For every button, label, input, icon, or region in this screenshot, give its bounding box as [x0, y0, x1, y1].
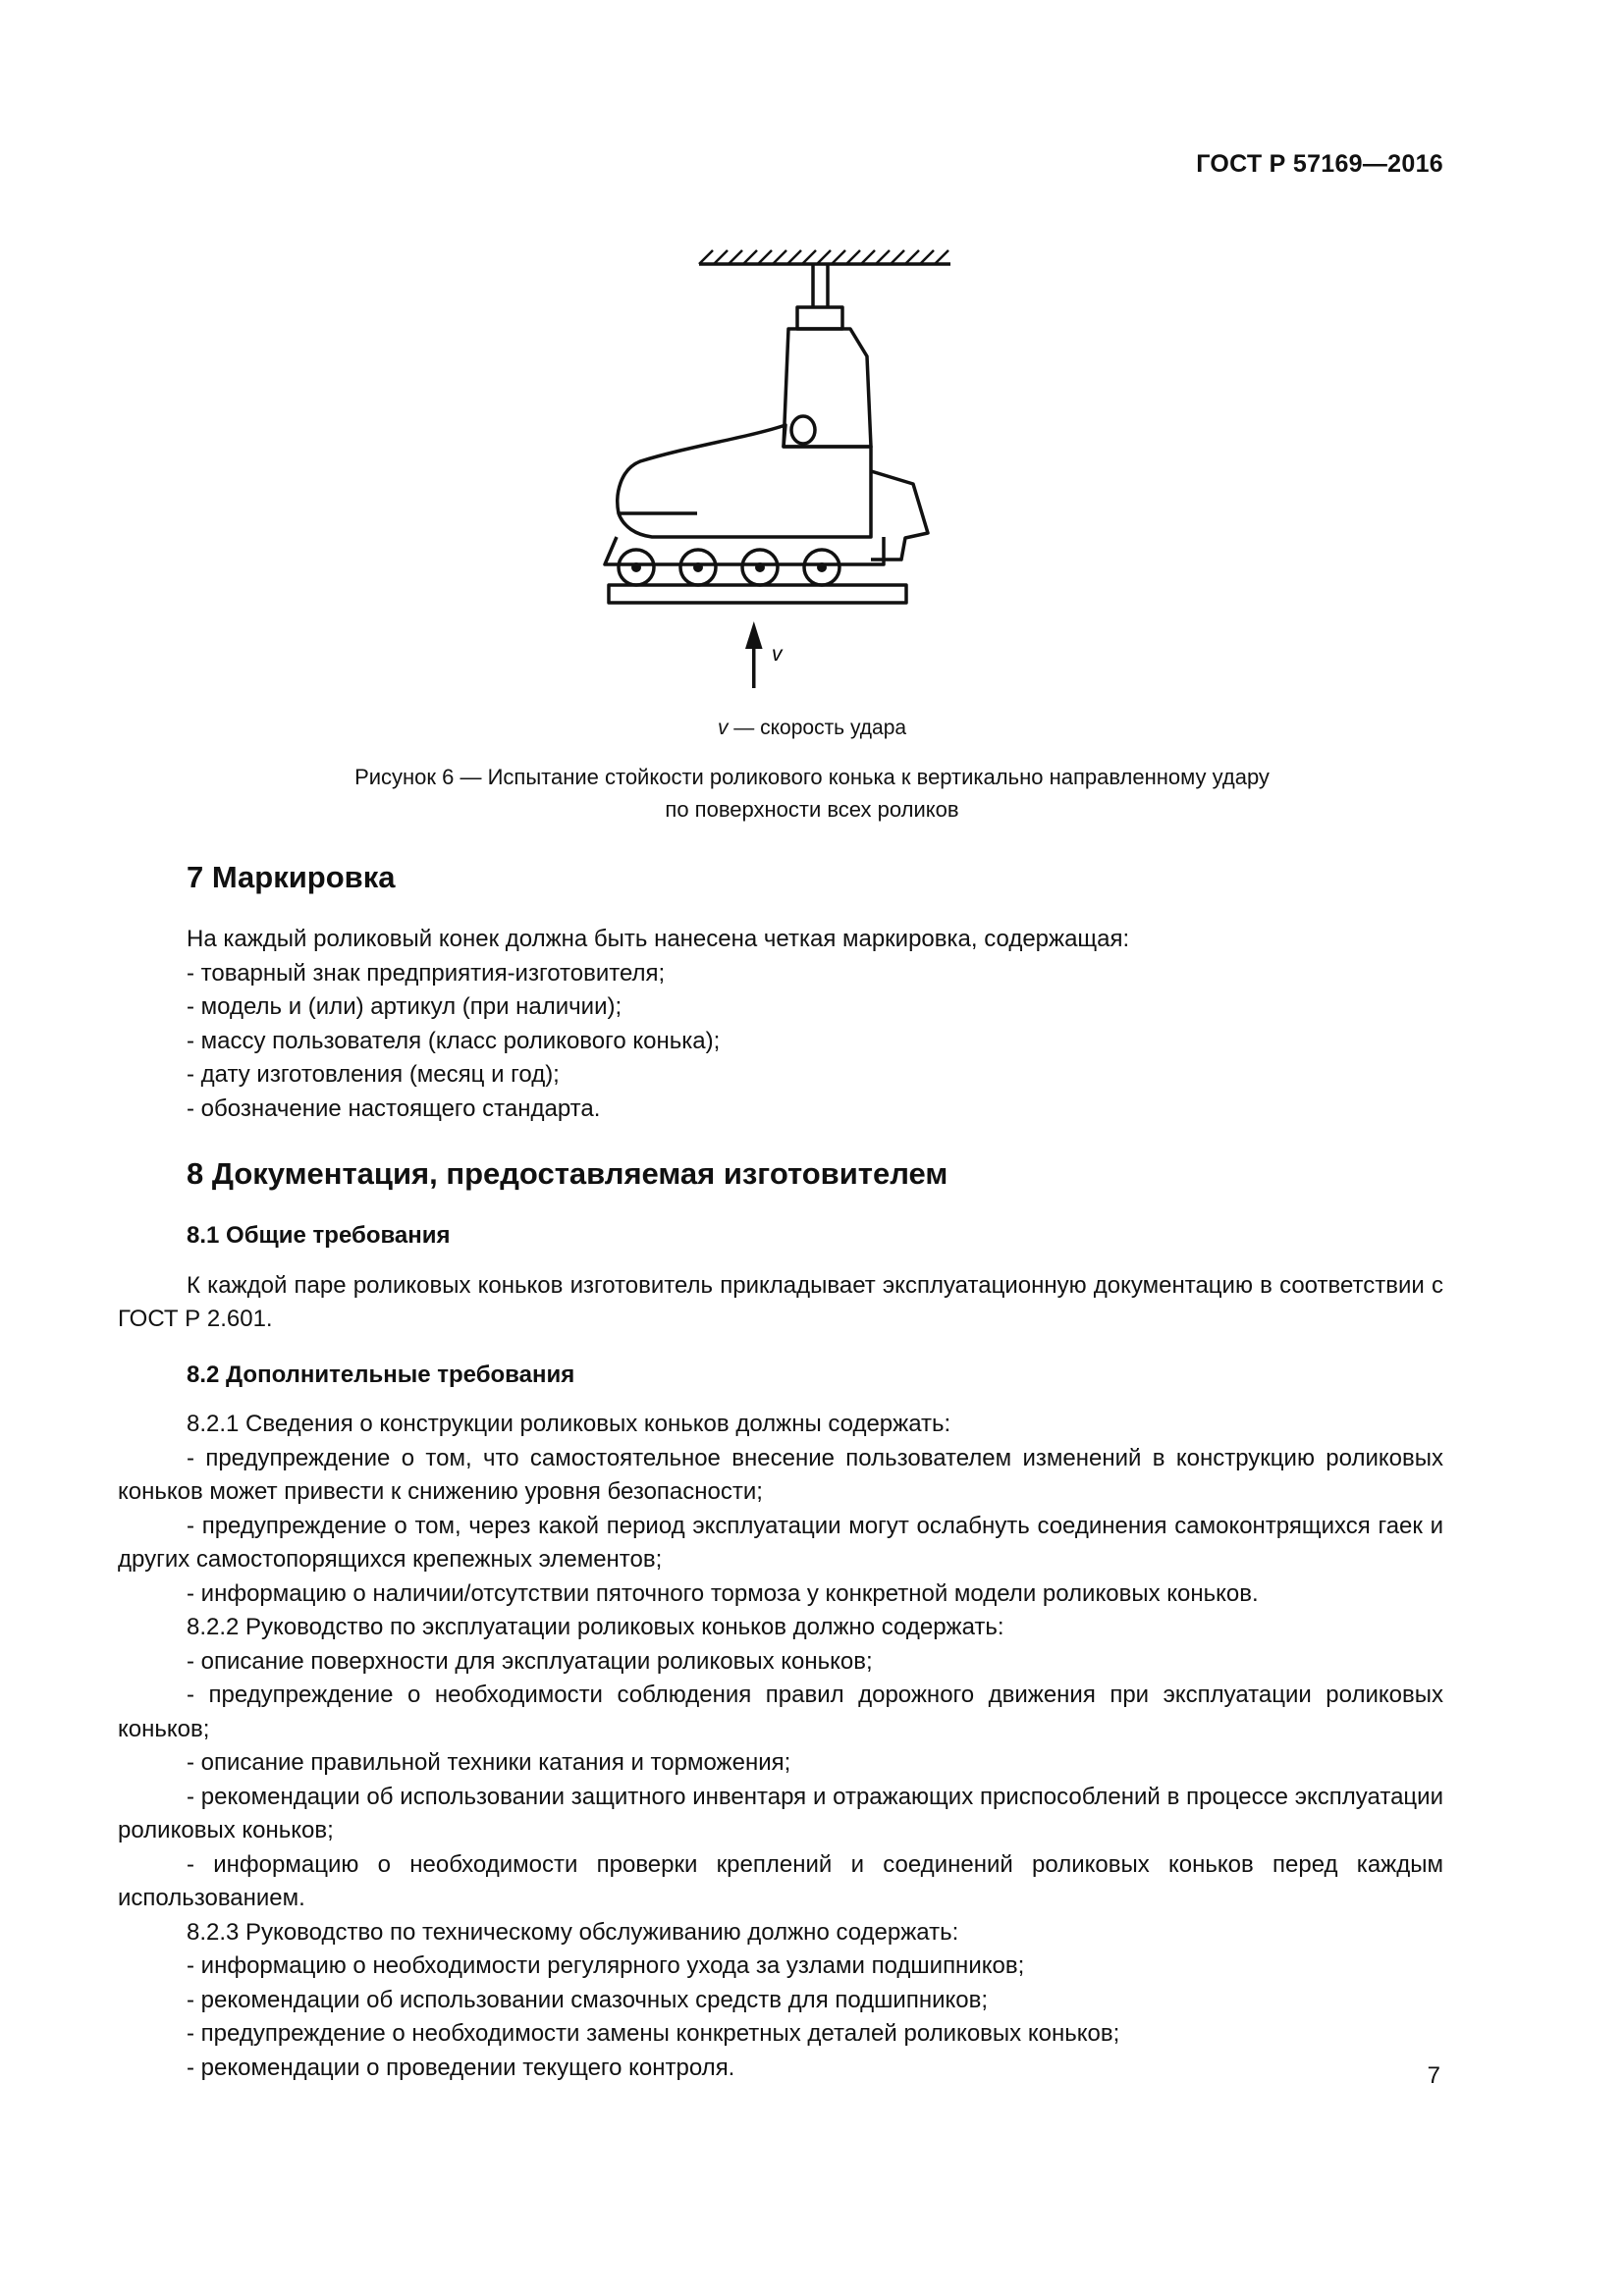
list-item: - обозначение настоящего стандарта. [187, 1095, 601, 1122]
list-item: - описание правильной техники катания и торможения; [187, 1749, 791, 1776]
velocity-label: v [772, 643, 783, 666]
legend-symbol: v [717, 717, 729, 739]
subsection-8-1-title: 8.1 Общие требования [187, 1222, 451, 1249]
list-item: - предупреждение о том, что самостоятельное внесение пользователем изменений в конструкцию роликовых коньков может привести к снижению уровня безопасности; [118, 1444, 1443, 1505]
list-item: - массу пользователя (класс роликового конька); [187, 1027, 721, 1054]
wheel-hub-3 [755, 562, 765, 572]
heel-brake [871, 471, 928, 560]
list-item: - предупреждение о необходимости соблюдения правил дорожного движения при эксплуатации роликовых коньков; [118, 1682, 1443, 1742]
list-item: - рекомендации об использовании смазочных средств для подшипников; [187, 1986, 989, 2013]
section-7-intro: На каждый роликовый конек должна быть нанесена четкая маркировка, содержащая: [187, 926, 1130, 952]
skate-cuff [784, 329, 871, 447]
wheel-hub-1 [631, 562, 641, 572]
list-item: - дату изготовления (месяц и год); [187, 1061, 560, 1088]
ankle-pivot [791, 416, 815, 444]
document-body [118, 859, 1443, 2085]
paragraph-8-2-2: 8.2.2 Руководство по эксплуатации роликовых коньков должно содержать: [187, 1614, 1004, 1640]
list-item: - описание поверхности для эксплуатации роликовых коньков; [187, 1647, 873, 1675]
subsection-8-2-title: 8.2 Дополнительные требования [187, 1361, 575, 1388]
wheel-hub-2 [693, 562, 703, 572]
ceiling-hatching [699, 250, 948, 264]
velocity-arrow-head [745, 621, 763, 649]
figure-caption [0, 761, 1624, 826]
list-item: - информацию о необходимости регулярного ухода за узлами подшипников; [187, 1952, 1025, 1979]
list-item: - рекомендации о проведении текущего контроля. [187, 2054, 735, 2081]
document-code: ГОСТ Р 57169—2016 [1196, 150, 1443, 178]
list-item: - товарный знак предприятия-изготовителя; [187, 959, 666, 987]
legend-text: — скорость удара [728, 717, 907, 739]
caption-line-2: по поверхности всех роликов [665, 797, 959, 822]
section-8-title: 8 Документация, предоставляемая изготовителем [187, 1156, 948, 1191]
impact-plate [609, 585, 906, 603]
list-item: - модель и (или) артикул (при наличии); [187, 993, 623, 1020]
list-item: - предупреждение о том, через какой период эксплуатации могут ослабнуть соединения самоконтрящихся гаек и других самостопорящихся крепежных элементов; [118, 1512, 1443, 1573]
paragraph-8-2-1: 8.2.1 Сведения о конструкции роликовых коньков должны содержать: [187, 1411, 951, 1437]
skate-impact-test-diagram [589, 240, 962, 692]
page-number: 7 [1427, 2062, 1440, 2089]
section-7-title: 7 Маркировка [187, 860, 396, 894]
figure-legend [0, 717, 1624, 740]
wheel-hub-4 [817, 562, 827, 572]
paragraph-8-2-3: 8.2.3 Руководство по техническому обслуживанию должно содержать: [187, 1918, 959, 1946]
list-item: - информацию о наличии/отсутствии пяточного тормоза у конкретной модели роликовых коньков. [187, 1579, 1259, 1607]
list-item: - предупреждение о необходимости замены конкретных деталей роликовых коньков; [187, 2020, 1120, 2047]
clamp-block [797, 307, 842, 329]
skate-boot [618, 425, 871, 537]
caption-line-1: Рисунок 6 — Испытание стойкости роликового конька к вертикально направленному удару [354, 765, 1270, 789]
list-item: - информацию о необходимости проверки креплений и соединений роликовых коньков перед каждым использованием. [118, 1850, 1443, 1911]
figure-6 [589, 240, 962, 692]
subsection-8-1-text: К каждой паре роликовых коньков изготовитель прикладывает эксплуатационную документацию в соответствии с ГОСТ Р 2.601. [118, 1271, 1443, 1332]
list-item: - рекомендации об использовании защитного инвентаря и отражающих приспособлений в процессе эксплуатации роликовых коньков; [118, 1783, 1443, 1843]
